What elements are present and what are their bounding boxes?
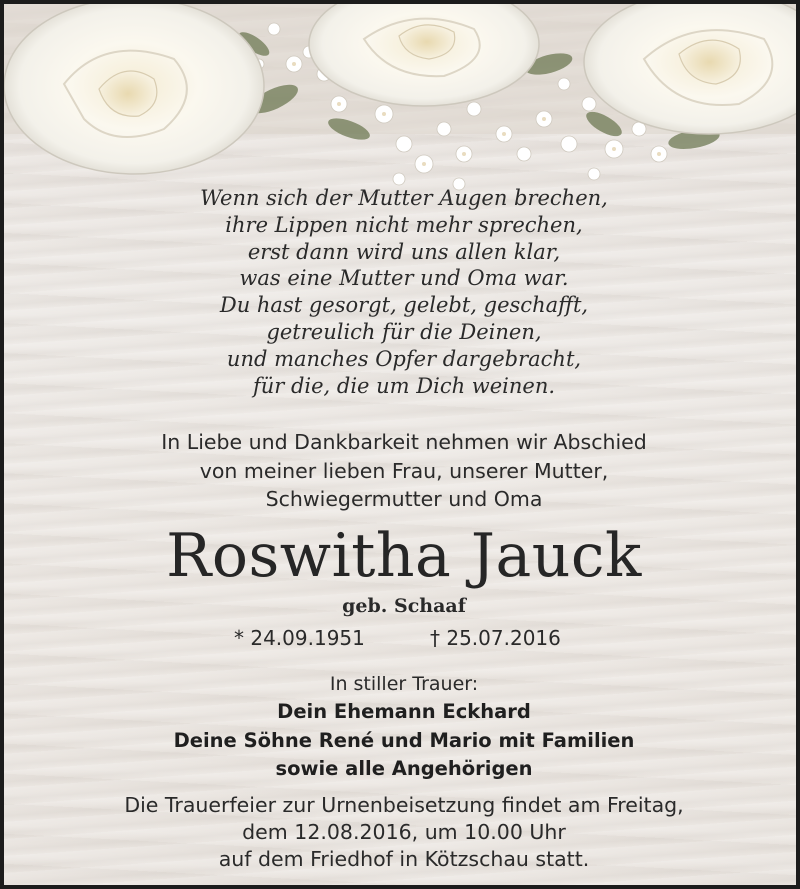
intro-line: Schwiegermutter und Oma <box>265 487 543 511</box>
ceremony-line: auf dem Friedhof in Kötzschau statt. <box>218 847 590 871</box>
poem-line: für die, die um Dich weinen. <box>252 373 556 398</box>
intro-line: von meiner lieben Frau, unserer Mutter, <box>199 458 609 483</box>
mourners-list <box>4 698 800 784</box>
birth-name: geb. Schaaf <box>342 595 466 617</box>
birth-date: * 24.09.1951 <box>234 626 365 650</box>
farewell-intro <box>4 428 800 514</box>
ceremony-details <box>4 792 800 873</box>
mourner-line: Dein Ehemann Eckhard <box>277 700 531 723</box>
poem-line: Du hast gesorgt, gelebt, geschafft, <box>219 293 589 318</box>
memorial-poem <box>4 185 800 399</box>
poem-line: erst dann wird uns allen klar, <box>247 239 561 264</box>
notice-content <box>4 4 800 889</box>
mourner-line: sowie alle Angehörigen <box>275 757 533 780</box>
poem-line: getreulich für die Deinen, <box>266 319 542 344</box>
poem-line: Wenn sich der Mutter Augen brechen, <box>200 186 608 210</box>
mourning-heading: In stiller Trauer: <box>329 673 479 695</box>
mourner-line: Deine Söhne René und Mario mit Familien <box>173 728 635 752</box>
death-date: † 25.07.2016 <box>430 626 561 650</box>
ceremony-line: dem 12.08.2016, um 10.00 Uhr <box>242 820 566 844</box>
ceremony-line: Die Trauerfeier zur Urnenbeisetzung findet am Freitag, <box>124 793 684 817</box>
poem-line: und manches Opfer dargebracht, <box>226 346 582 371</box>
deceased-name: Roswitha Jauck <box>166 521 642 591</box>
poem-line: was eine Mutter und Oma war. <box>239 266 569 291</box>
intro-line: In Liebe und Dankbarkeit nehmen wir Abschied <box>161 430 647 454</box>
poem-line: ihre Lippen nicht mehr sprechen, <box>225 212 583 237</box>
